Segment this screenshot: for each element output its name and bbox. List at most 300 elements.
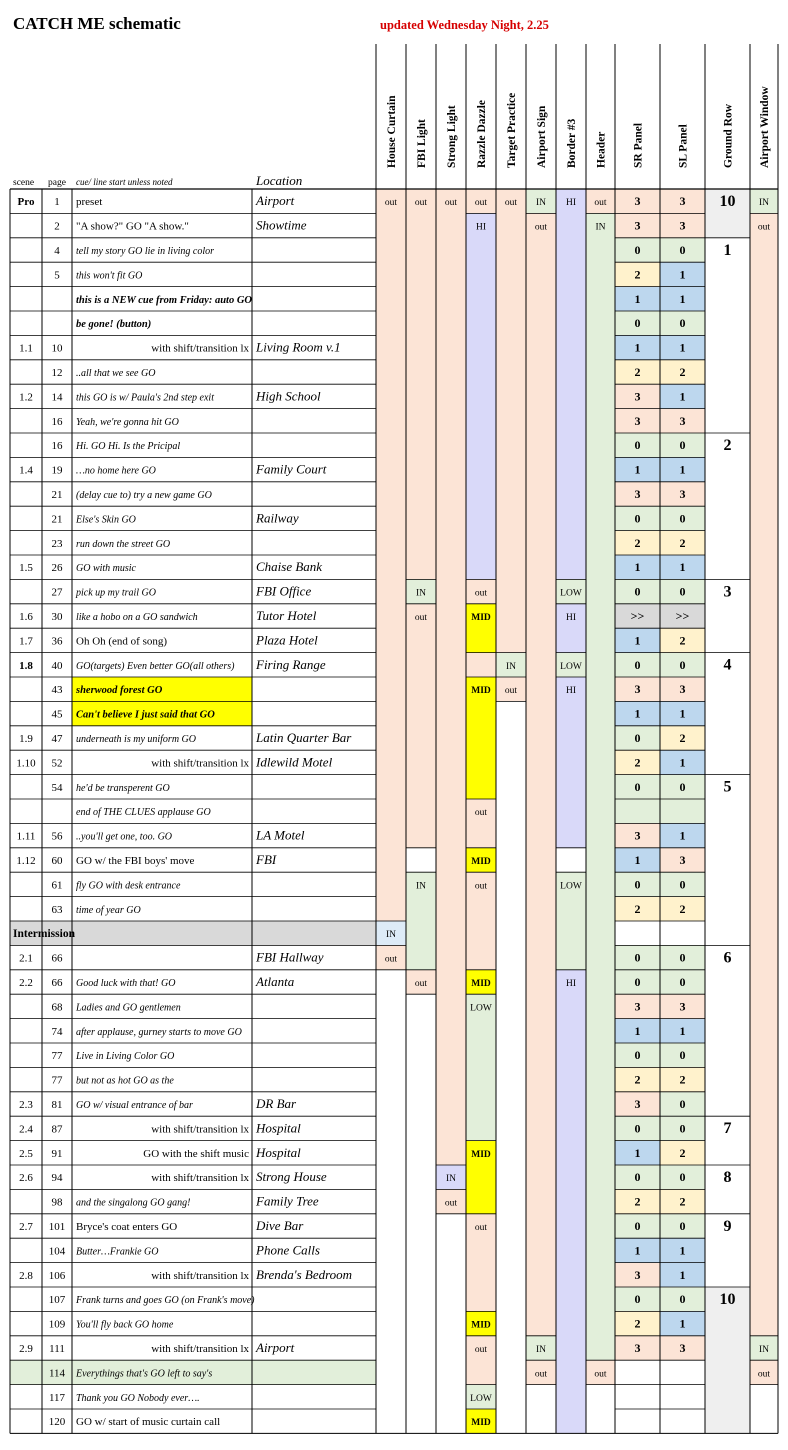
cue-text: Good luck with that! GO — [76, 978, 176, 989]
ground-row-number: 4 — [723, 656, 732, 674]
device-span — [496, 189, 526, 653]
device-cue: out — [594, 1369, 607, 1380]
sr-panel-value: 0 — [634, 975, 641, 989]
cue-text: Thank you GO Nobody ever…. — [76, 1392, 200, 1404]
sl-panel-value: 0 — [679, 779, 686, 794]
sl-panel-value: 0 — [679, 1219, 686, 1233]
sl-panel-value: >> — [675, 609, 690, 623]
page-number: 12 — [51, 367, 63, 379]
page-number: 14 — [51, 391, 63, 404]
scene-number: 2.9 — [19, 1343, 33, 1355]
ground-row-number: 3 — [723, 583, 732, 601]
device-cue: LOW — [470, 1003, 492, 1014]
location-text: FBI — [256, 852, 277, 867]
device-cue: out — [757, 222, 771, 233]
cue-text: GO w/ the FBI boys' move — [76, 855, 195, 867]
device-cue: MID — [471, 979, 491, 989]
location-text: Showtime — [256, 217, 307, 233]
location-text: Idlewild Motel — [256, 754, 333, 770]
page-number: 1 — [54, 196, 60, 209]
cue-text: tell my story GO lie in living color — [76, 246, 215, 257]
sr-panel-value: 1 — [634, 1243, 641, 1258]
sr-panel-value: 0 — [634, 731, 641, 745]
cue-text: GO with music — [76, 563, 136, 575]
sr-panel-value: 0 — [634, 1048, 641, 1063]
header-device: Strong Light — [446, 105, 458, 168]
page-number: 19 — [51, 464, 63, 477]
page-number: 77 — [51, 1050, 63, 1063]
sr-panel-value: 1 — [634, 1023, 641, 1038]
sr-panel-value: 1 — [634, 340, 641, 355]
sl-panel-value: 0 — [679, 438, 686, 453]
cue-text: time of year GO — [76, 904, 141, 916]
sl-panel-value: 3 — [679, 487, 686, 501]
page-title: CATCH ME schematic — [13, 14, 181, 33]
device-span — [406, 189, 436, 579]
location-text: Dive Bar — [256, 1218, 304, 1233]
device-span — [556, 604, 586, 653]
sl-panel-value: 1 — [679, 1316, 686, 1331]
scene-number: 2.5 — [19, 1147, 33, 1160]
cue-text: Butter…Frankie GO — [76, 1246, 159, 1258]
sl-panel-value: 1 — [679, 462, 686, 477]
device-span — [556, 677, 586, 848]
device-span — [586, 213, 615, 1360]
device-cue: IN — [758, 1345, 770, 1355]
location-text: High School — [256, 388, 321, 404]
cue-text: with shift/transition lx — [151, 1269, 249, 1282]
sr-panel-value: 3 — [634, 194, 641, 209]
sl-panel-value: 0 — [679, 316, 686, 331]
sl-panel-value: 1 — [679, 828, 686, 843]
page-number: 74 — [51, 1025, 63, 1038]
sr-panel-value: 1 — [634, 1145, 641, 1160]
sl-panel-value: 1 — [679, 706, 686, 721]
sl-panel-value: 1 — [679, 1243, 686, 1258]
page-number: 40 — [51, 659, 63, 672]
page-number: 4 — [54, 245, 60, 257]
cue-text: pick up my trail GO — [76, 587, 156, 599]
cue-text: with shift/transition lx — [151, 1172, 249, 1185]
page-number: 2 — [54, 220, 60, 233]
cue-text: this GO is w/ Paula's 2nd step exit — [76, 392, 214, 404]
ground-row-number: 8 — [723, 1169, 732, 1186]
page-number: 117 — [48, 1391, 66, 1404]
sr-panel-value: 3 — [634, 413, 641, 428]
sr-panel-value: 0 — [634, 1170, 641, 1185]
device-cue: LOW — [560, 661, 582, 672]
cue-text: Yeah, we're gonna hit GO — [76, 416, 179, 428]
device-cue: out — [594, 198, 607, 209]
page-number: 47 — [51, 733, 63, 745]
device-cue: out — [414, 979, 428, 989]
sl-panel-value: 1 — [679, 1267, 686, 1282]
device-cue: out — [757, 1369, 771, 1380]
sl-panel-value: 0 — [679, 1292, 686, 1307]
ground-row-number: 6 — [723, 949, 732, 967]
location-text: Phone Calls — [256, 1242, 320, 1258]
cue-text: ..all that we see GO — [76, 368, 156, 379]
location-text: Firing Range — [256, 656, 326, 672]
cue-text: Everythings that's GO left to say's — [76, 1368, 213, 1380]
cue-text: GO w/ visual entrance of bar — [76, 1100, 193, 1111]
device-cue: IN — [415, 588, 427, 599]
page-number: 43 — [51, 684, 63, 697]
cue-text: "A show?" GO "A show." — [76, 220, 189, 233]
device-cue: out — [474, 881, 488, 892]
location-text: FBI Hallway — [256, 949, 324, 965]
header-location: Location — [256, 173, 303, 188]
device-span — [466, 213, 496, 579]
ground-row-number: 7 — [723, 1120, 732, 1138]
sr-panel-value: 1 — [634, 706, 641, 721]
sr-panel-value: 3 — [634, 1097, 641, 1111]
scene-number: Pro — [17, 196, 35, 209]
device-span — [376, 189, 406, 921]
device-cue: out — [444, 198, 458, 209]
ground-row-number: 5 — [723, 778, 732, 796]
cue-text: end of THE CLUES applause GO — [76, 807, 211, 819]
sr-panel-value: 0 — [634, 1292, 641, 1307]
cue-text: fly GO with desk entrance — [76, 880, 181, 892]
page-number: 23 — [51, 537, 63, 550]
sr-panel-value: 2 — [634, 365, 641, 379]
intermission-label: Intermission — [13, 928, 75, 941]
page-number: 107 — [48, 1294, 66, 1307]
sr-panel-value: 1 — [634, 291, 641, 306]
device-span — [436, 189, 466, 1165]
sr-panel-value: >> — [630, 609, 645, 623]
device-cue: MID — [471, 613, 491, 623]
header-device: Razzle Dazzle — [476, 99, 488, 168]
scene-number: 2.7 — [19, 1221, 33, 1233]
device-cue: LOW — [560, 588, 582, 599]
device-cue: IN — [595, 222, 606, 233]
sl-panel-value: 0 — [679, 1097, 686, 1111]
location-text: Railway — [256, 510, 299, 526]
page-number: 114 — [48, 1367, 66, 1380]
sr-panel-value: 3 — [634, 682, 641, 697]
cue-text: this is a NEW cue from Friday: auto GO — [76, 294, 252, 306]
sr-panel-value: 3 — [634, 1267, 641, 1282]
cue-text: but not as hot GO as the — [76, 1075, 174, 1087]
header-device: SL Panel — [677, 124, 690, 168]
sl-panel-value: 2 — [679, 1145, 686, 1160]
cue-text: GO w/ start of music curtain call — [76, 1416, 221, 1429]
sl-panel-value: 0 — [679, 657, 686, 672]
sr-panel-value: 2 — [634, 267, 641, 282]
scene-number: 2.4 — [19, 1123, 33, 1136]
sl-panel-value: 0 — [679, 511, 686, 526]
sr-panel-value: 0 — [634, 657, 641, 672]
device-cue: out — [384, 954, 398, 965]
page-number: 101 — [48, 1221, 66, 1233]
sl-panel-value: 2 — [679, 1072, 686, 1087]
page-number: 16 — [51, 440, 63, 453]
device-cue: HI — [565, 613, 577, 623]
location-text: Latin Quarter Bar — [256, 730, 352, 745]
location-text: Chaise Bank — [256, 559, 323, 575]
scene-number: 2.2 — [19, 977, 33, 989]
sl-panel-value: 0 — [679, 877, 686, 892]
location-text: Hospital — [256, 1144, 301, 1160]
device-cue: out — [474, 1345, 488, 1355]
page-number: 26 — [51, 562, 63, 575]
device-cue: IN — [535, 198, 547, 209]
device-cue: MID — [471, 1149, 491, 1160]
page-number: 77 — [51, 1074, 63, 1087]
device-cue: LOW — [560, 881, 582, 892]
location-text: Family Court — [256, 461, 327, 477]
cue-text: You'll fly back GO home — [76, 1319, 174, 1331]
device-span — [466, 799, 496, 848]
device-cue: MID — [471, 1320, 491, 1331]
device-span — [466, 604, 496, 653]
sr-panel-value: 2 — [634, 1072, 641, 1087]
page-number: 27 — [51, 586, 63, 599]
sl-panel-value: 1 — [679, 340, 686, 355]
sr-panel-value: 3 — [634, 487, 641, 501]
sl-panel-value: 0 — [679, 950, 686, 965]
sr-panel-value: 1 — [634, 633, 641, 648]
sr-panel-value: 1 — [634, 560, 641, 575]
page-number: 63 — [51, 903, 63, 916]
cue-text: this won't fit GO — [76, 270, 143, 282]
cue-text: sherwood forest GO — [76, 685, 163, 697]
sl-panel-value: 3 — [679, 682, 686, 697]
device-cue: IN — [445, 1174, 457, 1185]
device-cue: IN — [505, 661, 517, 672]
device-span — [705, 1287, 750, 1433]
cue-text: Bryce's coat enters GO — [76, 1221, 178, 1233]
sl-panel-value: 0 — [679, 1048, 686, 1063]
sl-panel-value: 0 — [679, 1121, 686, 1136]
sr-panel-value: 3 — [634, 389, 641, 404]
cue-text: Else's Skin GO — [76, 514, 136, 526]
device-span — [526, 213, 556, 1335]
location-text: Living Room v.1 — [256, 339, 341, 355]
sl-panel-value: 3 — [679, 999, 686, 1014]
cue-text: (delay cue to) try a new game GO — [76, 490, 212, 501]
page-number: 111 — [49, 1343, 65, 1355]
device-cue: out — [474, 198, 488, 209]
location-text: Strong House — [256, 1169, 327, 1185]
header-page: page — [48, 178, 66, 188]
cue-text: Oh Oh (end of song) — [76, 635, 168, 648]
cue-text: Ladies and GO gentlemen — [76, 1002, 181, 1014]
device-cue: MID — [471, 1418, 491, 1429]
cue-text: after applause, gurney starts to move GO — [76, 1026, 242, 1038]
page-number: 56 — [51, 830, 63, 843]
cue-text: underneath is my uniform GO — [76, 734, 196, 745]
page-number: 109 — [48, 1318, 66, 1331]
cue-text: Can't believe I just said that GO — [76, 709, 215, 721]
scene-number: 2.3 — [19, 1099, 33, 1111]
sr-panel-value: 3 — [634, 1341, 641, 1355]
device-cue: out — [534, 222, 548, 233]
location-text: LA Motel — [256, 827, 305, 843]
scene-number: 1.1 — [19, 342, 33, 355]
page-number: 68 — [51, 1001, 63, 1014]
sr-panel-value: 0 — [634, 950, 641, 965]
scene-number: 2.6 — [19, 1172, 33, 1185]
scene-number: 1.9 — [19, 733, 33, 745]
sl-panel-value: 0 — [679, 243, 686, 257]
sl-panel-value: 2 — [679, 633, 686, 648]
page-number: 106 — [48, 1269, 66, 1282]
sl-panel-value: 3 — [679, 853, 686, 867]
scene-number: 1.2 — [19, 391, 33, 404]
sl-panel-value: 1 — [679, 267, 686, 282]
ground-row-number: 9 — [723, 1217, 732, 1235]
device-cue: out — [474, 1223, 488, 1233]
page-number: 54 — [51, 781, 63, 794]
sr-panel-value: 0 — [634, 1219, 641, 1233]
cue-text: run down the street GO — [76, 538, 171, 550]
ground-row-number: 2 — [723, 437, 732, 454]
cue-text: GO with the shift music — [143, 1147, 249, 1160]
cue-text: with shift/transition lx — [151, 757, 249, 770]
cue-text: be gone! (button) — [76, 319, 152, 331]
sl-panel-value: 1 — [679, 755, 686, 770]
device-cue: HI — [565, 686, 577, 697]
updated-note: updated Wednesday Night, 2.25 — [380, 18, 549, 32]
sl-panel-value: 0 — [679, 584, 686, 599]
device-cue: out — [384, 198, 398, 209]
sr-panel-value: 0 — [634, 877, 641, 892]
sr-panel-value: 3 — [634, 218, 641, 233]
device-cue: HI — [565, 198, 577, 209]
header-device: Airport Window — [759, 86, 771, 168]
header-device: SR Panel — [632, 122, 645, 168]
header-scene: scene — [13, 178, 35, 188]
page-number: 5 — [54, 269, 60, 282]
device-cue: out — [474, 808, 488, 819]
sr-panel-value: 0 — [634, 316, 641, 331]
page-number: 81 — [51, 1099, 63, 1111]
ground-row-number: 1 — [723, 241, 732, 259]
device-span — [466, 1336, 496, 1385]
sl-panel-value: 2 — [679, 1194, 686, 1209]
location-text: Tutor Hotel — [256, 608, 317, 623]
device-cue: out — [534, 1369, 548, 1380]
page-number: 120 — [48, 1416, 66, 1429]
scene-number: 1.10 — [16, 757, 36, 770]
page-number: 87 — [51, 1123, 63, 1136]
sr-panel-value: 1 — [634, 853, 641, 867]
cue-text: Hi. GO Hi. Is the Pricipal — [76, 441, 181, 453]
sl-panel-value: 1 — [679, 389, 686, 404]
location-text: DR Bar — [256, 1096, 297, 1111]
sl-panel-value: 3 — [679, 1341, 686, 1355]
device-cue: HI — [475, 222, 487, 233]
page-number: 21 — [51, 489, 63, 501]
sr-panel-value: 0 — [634, 438, 641, 453]
device-cue: out — [504, 198, 518, 209]
cue-text: …no home here GO — [76, 465, 156, 477]
scene-number: 1.12 — [16, 855, 36, 867]
sl-panel-value: 1 — [679, 291, 686, 306]
location-text: Atlanta — [256, 974, 295, 989]
scene-number: 1.6 — [19, 611, 33, 623]
ground-row-number: 10 — [719, 193, 736, 210]
scene-number: 1.7 — [19, 635, 33, 648]
page-number: 66 — [51, 952, 63, 965]
sl-panel-value: 2 — [679, 535, 686, 550]
page-number: 45 — [51, 708, 63, 721]
sr-panel-value: 3 — [634, 999, 641, 1014]
sl-panel-value: 3 — [679, 194, 686, 209]
sr-panel-value: 2 — [634, 901, 641, 916]
sr-panel-value: 1 — [634, 462, 641, 477]
page-number: 104 — [48, 1245, 66, 1258]
device-span — [406, 604, 436, 848]
location-text: Airport — [256, 193, 295, 209]
device-cue: IN — [385, 930, 397, 941]
cue-text: GO(targets) Even better GO(all others) — [76, 660, 235, 672]
device-cue: out — [414, 613, 428, 623]
location-text: FBI Office — [256, 583, 312, 599]
sl-panel-value: 3 — [679, 218, 686, 233]
sl-panel-value: 2 — [679, 365, 686, 379]
page-number: 98 — [51, 1196, 63, 1209]
header-device: Header — [595, 131, 608, 168]
page-number: 21 — [51, 513, 63, 526]
sl-panel-value: 1 — [679, 560, 686, 575]
device-span — [750, 213, 778, 1335]
header-device: House Curtain — [386, 95, 398, 168]
header-device: Airport Sign — [536, 105, 548, 168]
device-cue: out — [504, 686, 518, 697]
device-cue: HI — [565, 979, 577, 989]
device-cue: MID — [471, 686, 491, 697]
sr-panel-value: 0 — [634, 511, 641, 526]
page-number: 16 — [51, 415, 63, 428]
page-number: 61 — [51, 879, 63, 892]
sr-panel-value: 2 — [634, 1316, 641, 1331]
sr-panel-value: 0 — [634, 243, 641, 257]
cue-text: with shift/transition lx — [151, 342, 249, 355]
page-number: 52 — [51, 757, 63, 770]
sr-panel-value: 0 — [634, 779, 641, 794]
cue-text: with shift/transition lx — [151, 1123, 249, 1136]
sr-panel-value: 0 — [634, 1121, 641, 1136]
cue-text: like a hobo on a GO sandwich — [76, 612, 198, 623]
ground-row-number: 10 — [719, 1291, 736, 1308]
scene-number: 1.8 — [19, 659, 33, 672]
device-span — [466, 653, 496, 677]
page-number: 66 — [51, 977, 63, 989]
sl-panel-value: 0 — [679, 1170, 686, 1185]
device-cue: out — [414, 198, 428, 209]
cue-text: he'd be transperent GO — [76, 782, 170, 794]
sl-panel-value: 2 — [679, 901, 686, 916]
cue-text: and the singalong GO gang! — [76, 1197, 191, 1209]
header-cue: cue/ line start unless noted — [76, 177, 173, 187]
cue-text: with shift/transition lx — [151, 1343, 249, 1355]
header-device: Ground Row — [722, 103, 735, 168]
cue-text: Frank turns and goes GO (on Frank's move) — [76, 1295, 255, 1307]
scene-number: 2.8 — [19, 1269, 33, 1282]
scene-number: 1.11 — [16, 830, 36, 843]
page-number: 36 — [51, 635, 63, 648]
page-number: 91 — [51, 1147, 63, 1160]
device-span — [556, 189, 586, 579]
sl-panel-value: 0 — [679, 975, 686, 989]
sr-panel-value: 3 — [634, 828, 641, 843]
sl-panel-value: 2 — [679, 731, 686, 745]
sl-panel-value: 1 — [679, 1023, 686, 1038]
